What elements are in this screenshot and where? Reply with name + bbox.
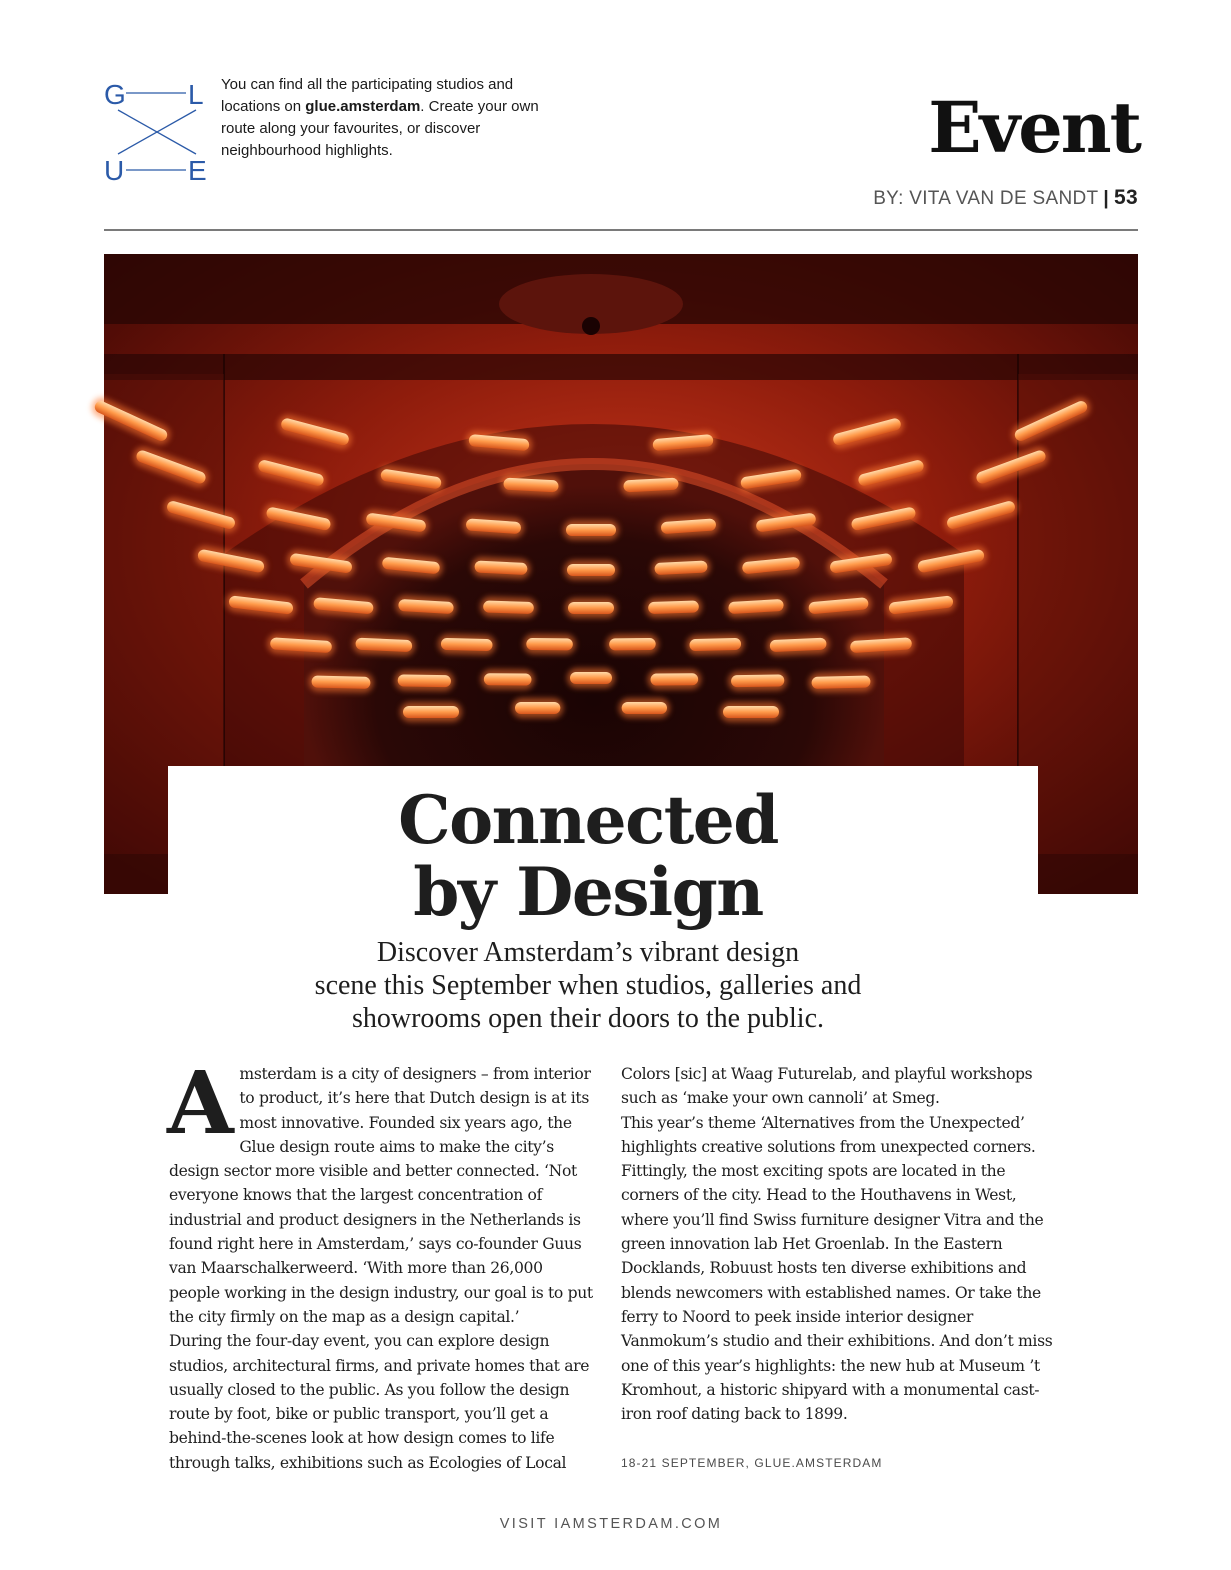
light-tube xyxy=(481,669,535,689)
logo-letter-e: E xyxy=(188,155,207,186)
light-tube xyxy=(766,633,829,656)
byline xyxy=(873,186,1138,210)
section-title: Event xyxy=(928,86,1140,169)
header-divider xyxy=(104,229,1138,231)
paragraph-text: msterdam is a city of designers – from interior to product, it’s here that Dutch design is at its most innovative. Founded six years ago, the Glue design route aims to make the city’s design sector more visible and better connected. ‘Not everyone knows that the largest concentration of industrial and product designers in the Netherlands is found right here in Amsterdam,’ says co-founder Guus van Maarschalkerweerd. ‘With more than 26,000 people working in the design industry, our goal is to put the city firmly on the map as a design capital.’ xyxy=(169,1065,593,1326)
page-number: 53 xyxy=(1114,186,1138,209)
footer-url[interactable]: VISIT IAMSTERDAM.COM xyxy=(499,1516,723,1532)
light-tube xyxy=(606,634,659,654)
light-tube xyxy=(620,473,682,496)
light-tube xyxy=(500,473,562,496)
standfirst xyxy=(168,936,1008,1035)
light-tube xyxy=(512,698,563,718)
byline-author: BY: VITA VAN DE SANDT xyxy=(873,188,1099,209)
light-tube xyxy=(645,596,702,618)
light-tube xyxy=(438,634,496,656)
paragraph xyxy=(167,1053,596,1329)
standfirst-line-1: Discover Amsterdam’s vibrant design xyxy=(376,937,800,968)
headline xyxy=(168,781,1008,931)
light-tube xyxy=(400,702,462,722)
light-tube xyxy=(728,670,788,691)
standfirst-line-2: scene this September when studios, galleries and xyxy=(314,970,862,1001)
article-column-2 xyxy=(621,1062,1053,1426)
glue-logo xyxy=(104,76,212,184)
light-tube xyxy=(267,633,336,657)
standfirst-line-3: showrooms open their doors to the public. xyxy=(351,1003,825,1034)
drop-cap: A xyxy=(167,1053,234,1154)
light-tube xyxy=(565,598,617,618)
logo-letter-g: G xyxy=(104,79,126,110)
paragraph: During the four-day event, you can explore design studios, architectural firms, and private homes that are usually closed to the public. As you follow the design route by foot, bike or public transport, you’ll get a behind-the-scenes look at how design comes to life through talks, exhibitions such as Ecologies of Local xyxy=(169,1332,590,1472)
light-tube xyxy=(523,634,576,654)
logo-letter-u: U xyxy=(104,155,125,186)
light-tube xyxy=(657,514,719,538)
light-tube xyxy=(725,595,787,619)
event-info: 18-21 SEPTEMBER, GLUE.AMSTERDAM xyxy=(621,1456,883,1470)
byline-separator: | xyxy=(1103,188,1110,209)
headline-line-1: Connected xyxy=(398,781,778,859)
intro-text xyxy=(221,74,551,162)
light-tube xyxy=(651,556,711,579)
light-tube xyxy=(720,702,782,722)
light-tube xyxy=(462,514,524,538)
light-tube xyxy=(808,671,873,693)
paragraph: This year’s theme ‘Alternatives from the Unexpected’ highlights creative solutions from unexpected corners. Fittingly, the most exciting spots are located in the corners of the city. Head to the Houthavens in West, where you’ll find Swiss furniture designer Vitra and the green innovation lab Het Groenlab. In the Eastern Docklands, Robuust hosts ten diverse exhibitions and blends newcomers with established names. Or take the ferry to Noord to peek inside interior designer Vanmokum’s studio and their exhibitions. And don’t miss one of this year’s highlights: the new hub at Museum ’t Kromhout, a historic shipyard with a monumental cast-iron roof dating back to 1899. xyxy=(621,1113,1053,1424)
light-tube xyxy=(395,670,455,691)
light-tube xyxy=(619,698,670,718)
light-tube xyxy=(471,556,531,579)
intro-link[interactable]: glue.amsterdam xyxy=(305,98,421,115)
light-tube xyxy=(564,560,618,580)
light-tube xyxy=(567,668,615,688)
intro-text-part1: You can find all the participating studios and locations on xyxy=(221,76,514,115)
light-tube xyxy=(352,633,415,656)
logo-letter-l: L xyxy=(188,79,204,110)
light-tube xyxy=(395,595,457,619)
photo-credit: © AMY GWATKIN xyxy=(1220,1044,1231,1142)
light-tube xyxy=(686,634,744,656)
article-column-1 xyxy=(167,1053,596,1475)
paragraph: Colors [sic] at Waag Futurelab, and playful workshops such as ‘make your own cannoli’ at Smeg. xyxy=(621,1065,1033,1108)
intro-text-part2: . Create your own route along your favourites, or discover neighbourhood highlights. xyxy=(221,98,539,159)
light-tube xyxy=(308,671,373,693)
headline-line-2: by Design xyxy=(413,853,763,931)
light-tube xyxy=(480,596,537,618)
logo-lines xyxy=(118,93,196,170)
light-tube xyxy=(563,520,619,540)
light-tube xyxy=(647,669,701,689)
light-tube xyxy=(847,633,916,657)
